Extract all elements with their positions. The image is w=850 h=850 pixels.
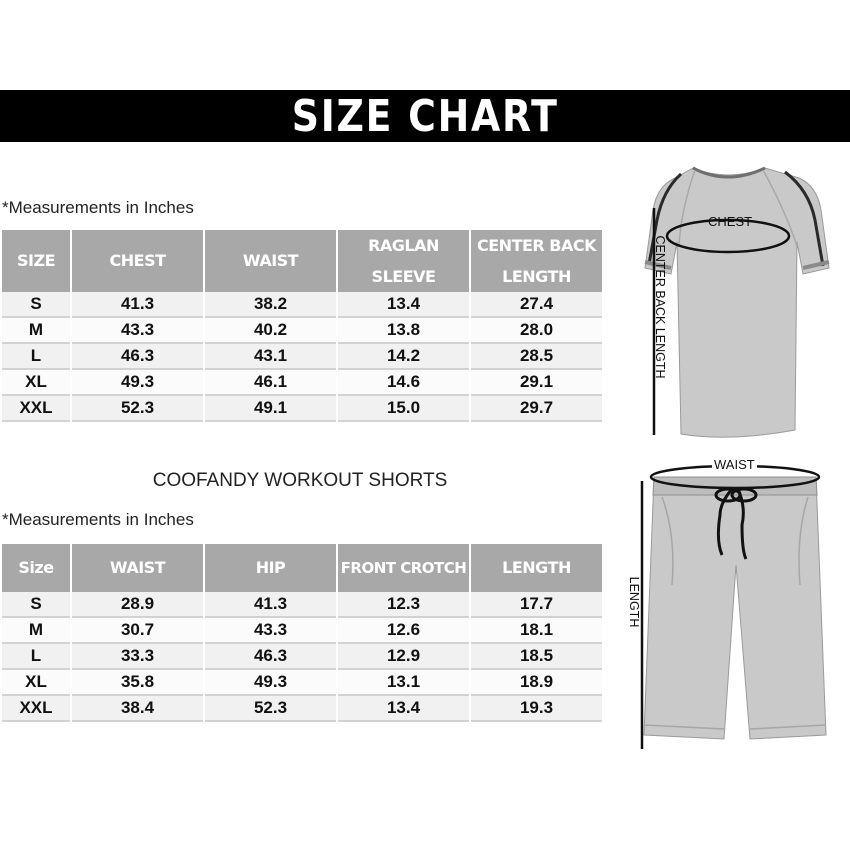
shorts-diagram xyxy=(620,455,848,755)
table-cell: XXL xyxy=(2,696,70,722)
table-cell: 46.1 xyxy=(205,370,336,396)
table-cell: 29.7 xyxy=(471,396,602,422)
shirt-size-table xyxy=(0,230,604,422)
column-header: LENGTH xyxy=(471,544,602,592)
table-cell: 13.8 xyxy=(338,318,469,344)
table-row xyxy=(2,344,602,370)
shorts-section-title: COOFANDY WORKOUT SHORTS xyxy=(152,470,448,491)
table-cell: 12.9 xyxy=(338,644,469,670)
table-cell: 28.5 xyxy=(471,344,602,370)
column-header: FRONT CROTCH xyxy=(338,544,469,592)
table-cell: 28.0 xyxy=(471,318,602,344)
tshirt-illustration xyxy=(615,150,845,450)
table-row xyxy=(2,318,602,344)
column-header: WAIST xyxy=(72,544,203,592)
tshirt-diagram xyxy=(615,150,845,450)
table-cell: 40.2 xyxy=(205,318,336,344)
table-cell: 18.9 xyxy=(471,670,602,696)
table-cell: 46.3 xyxy=(72,344,203,370)
table-cell: 38.4 xyxy=(72,696,203,722)
table-cell: 52.3 xyxy=(205,696,336,722)
table-cell: 18.5 xyxy=(471,644,602,670)
table-header-row xyxy=(2,230,602,292)
table-cell: 13.4 xyxy=(338,696,469,722)
table-row xyxy=(2,592,602,618)
column-header: CHEST xyxy=(72,230,203,292)
table-cell: 43.1 xyxy=(205,344,336,370)
waist-label: WAIST xyxy=(714,457,755,472)
chest-label: CHEST xyxy=(708,214,753,229)
table-header-row xyxy=(2,544,602,592)
column-header: RAGLAN SLEEVE xyxy=(338,230,469,292)
table-cell: 12.6 xyxy=(338,618,469,644)
table-cell: 49.3 xyxy=(205,670,336,696)
table-cell: 13.1 xyxy=(338,670,469,696)
table-cell: 52.3 xyxy=(72,396,203,422)
table-cell: 41.3 xyxy=(205,592,336,618)
table-cell: 46.3 xyxy=(205,644,336,670)
column-header: CENTER BACK LENGTH xyxy=(471,230,602,292)
table-cell: 18.1 xyxy=(471,618,602,644)
shorts-size-table xyxy=(0,544,604,722)
table-cell: 19.3 xyxy=(471,696,602,722)
table-cell: 14.2 xyxy=(338,344,469,370)
table-cell: XXL xyxy=(2,396,70,422)
length-label: LENGTH xyxy=(627,576,641,628)
center-back-length-label: CENTER BACK LENGTH xyxy=(653,235,667,379)
column-header: SIZE xyxy=(2,230,70,292)
table-cell: XL xyxy=(2,370,70,396)
column-header: HIP xyxy=(205,544,336,592)
table-cell: 30.7 xyxy=(72,618,203,644)
table-cell: 35.8 xyxy=(72,670,203,696)
table-cell: 38.2 xyxy=(205,292,336,318)
table-row xyxy=(2,644,602,670)
table-row xyxy=(2,292,602,318)
shirt-measurement-note: *Measurements in Inches xyxy=(2,198,194,217)
table-cell: S xyxy=(2,292,70,318)
table-cell: 29.1 xyxy=(471,370,602,396)
shorts-measurement-note: *Measurements in Inches xyxy=(2,510,194,529)
table-cell: 41.3 xyxy=(72,292,203,318)
table-row xyxy=(2,696,602,722)
table-cell: 49.3 xyxy=(72,370,203,396)
table-cell: L xyxy=(2,644,70,670)
page-title: SIZE CHART xyxy=(291,90,559,142)
table-cell: 15.0 xyxy=(338,396,469,422)
table-cell: XL xyxy=(2,670,70,696)
table-cell: 17.7 xyxy=(471,592,602,618)
table-cell: S xyxy=(2,592,70,618)
table-row xyxy=(2,370,602,396)
table-cell: 43.3 xyxy=(205,618,336,644)
column-header: WAIST xyxy=(205,230,336,292)
table-cell: 49.1 xyxy=(205,396,336,422)
table-cell: L xyxy=(2,344,70,370)
table-cell: 27.4 xyxy=(471,292,602,318)
title-banner xyxy=(0,90,850,142)
table-row xyxy=(2,670,602,696)
table-cell: 43.3 xyxy=(72,318,203,344)
table-row xyxy=(2,396,602,422)
table-cell: 33.3 xyxy=(72,644,203,670)
column-header: Size xyxy=(2,544,70,592)
shorts-illustration xyxy=(620,455,848,755)
table-cell: 12.3 xyxy=(338,592,469,618)
table-cell: M xyxy=(2,618,70,644)
table-row xyxy=(2,618,602,644)
table-cell: 14.6 xyxy=(338,370,469,396)
table-cell: 28.9 xyxy=(72,592,203,618)
table-cell: 13.4 xyxy=(338,292,469,318)
table-cell: M xyxy=(2,318,70,344)
